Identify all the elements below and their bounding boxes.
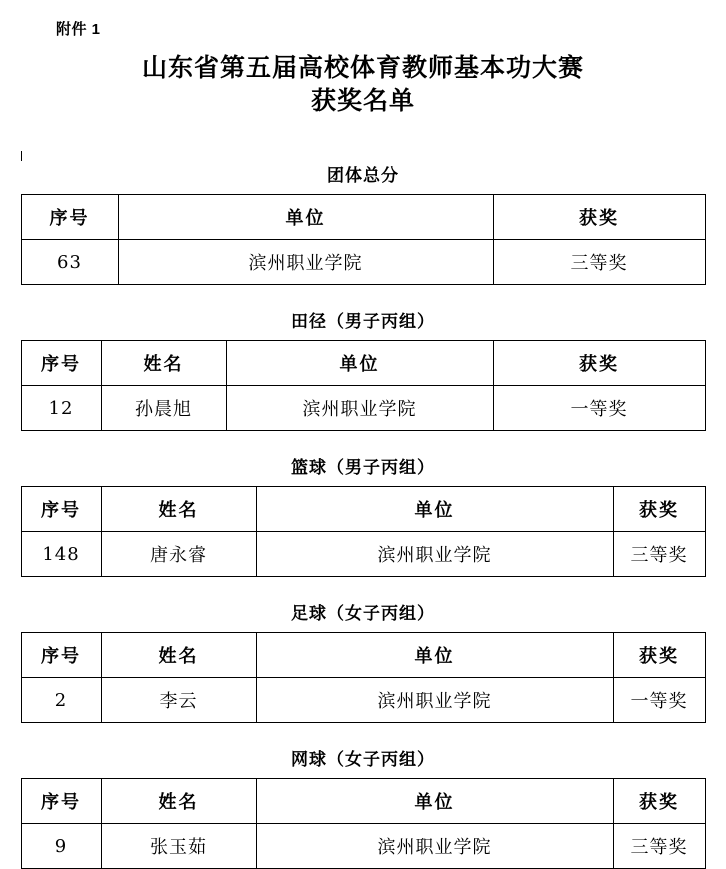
section-basketball-men-c [14, 453, 712, 577]
column-header-award: 获奖 [613, 779, 705, 824]
cell-unit: 滨州职业学院 [256, 824, 613, 869]
cell-unit: 滨州职业学院 [226, 386, 493, 431]
cell-index: 9 [21, 824, 101, 869]
cell-award: 三等奖 [613, 824, 705, 869]
award-table [21, 194, 706, 285]
section-athletics-men-c [14, 307, 712, 431]
section-title: 网球（女子丙组） [291, 750, 435, 770]
cell-name: 张玉茹 [101, 824, 256, 869]
award-table [21, 486, 706, 577]
attachment-label: 附件 1 [56, 21, 101, 38]
table-header-row [21, 341, 705, 386]
column-header-index: 序号 [21, 341, 101, 386]
column-header-index: 序号 [21, 633, 101, 678]
cell-award: 三等奖 [493, 240, 705, 285]
cell-award: 一等奖 [613, 678, 705, 723]
column-header-award: 获奖 [613, 633, 705, 678]
cell-index: 12 [21, 386, 101, 431]
section-football-women-c [14, 599, 712, 723]
table-row [21, 824, 705, 869]
column-header-unit: 单位 [256, 779, 613, 824]
column-header-index: 序号 [21, 487, 101, 532]
column-header-award: 获奖 [613, 487, 705, 532]
table-row [21, 240, 705, 285]
cell-award: 三等奖 [613, 532, 705, 577]
column-header-name: 姓名 [101, 779, 256, 824]
cell-name: 唐永睿 [101, 532, 256, 577]
table-row [21, 678, 705, 723]
column-header-unit: 单位 [256, 487, 613, 532]
column-header-unit: 单位 [226, 341, 493, 386]
page-title-line-2: 获奖名单 [310, 86, 415, 115]
cell-index: 148 [21, 532, 101, 577]
table-header-row [21, 195, 705, 240]
award-table [21, 632, 706, 723]
column-header-name: 姓名 [101, 341, 226, 386]
column-header-unit: 单位 [118, 195, 493, 240]
table-row [21, 386, 705, 431]
table-tick-mark [21, 151, 705, 161]
cell-index: 2 [21, 678, 101, 723]
column-header-index: 序号 [21, 779, 101, 824]
cell-award: 一等奖 [493, 386, 705, 431]
column-header-unit: 单位 [256, 633, 613, 678]
page-title-line-1: 山东省第五届高校体育教师基本功大赛 [141, 53, 584, 82]
section-title: 篮球（男子丙组） [291, 458, 435, 478]
section-title: 田径（男子丙组） [291, 312, 435, 332]
table-header-row [21, 487, 705, 532]
table-row [21, 532, 705, 577]
table-header-row [21, 779, 705, 824]
column-header-award: 获奖 [493, 341, 705, 386]
column-header-index: 序号 [21, 195, 118, 240]
column-header-name: 姓名 [101, 633, 256, 678]
award-table [21, 340, 706, 431]
section-title: 足球（女子丙组） [291, 604, 435, 624]
table-header-row [21, 633, 705, 678]
award-table [21, 778, 706, 869]
cell-unit: 滨州职业学院 [256, 532, 613, 577]
cell-index: 63 [21, 240, 118, 285]
cell-unit: 滨州职业学院 [256, 678, 613, 723]
cell-name: 李云 [101, 678, 256, 723]
section-tennis-women-c [14, 745, 712, 869]
cell-unit: 滨州职业学院 [118, 240, 493, 285]
column-header-award: 获奖 [493, 195, 705, 240]
section-team-total [14, 151, 712, 285]
column-header-name: 姓名 [101, 487, 256, 532]
cell-name: 孙晨旭 [101, 386, 226, 431]
section-title: 团体总分 [327, 166, 399, 186]
page-title [14, 51, 712, 117]
